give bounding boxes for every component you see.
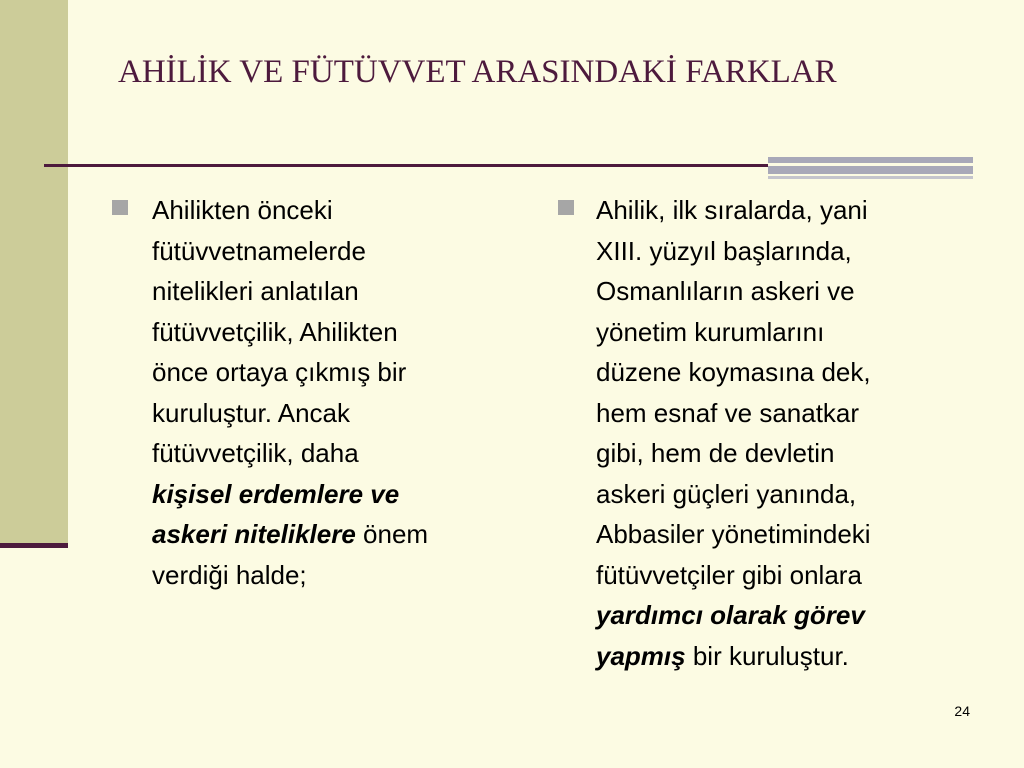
text-line: askeri güçleri yanında, [596,478,857,509]
text-line: hem esnaf ve sanatkar [596,397,860,428]
right-bullet-text [596,190,978,676]
emphasis-text: yapmış [596,640,686,671]
text-line: fütüvvetçilik, Ahilikten [152,316,398,347]
text-line: Osmanlıların askeri ve [596,276,855,306]
left-accent-bar [0,543,68,548]
trailing-text: önem [355,519,429,549]
left-bullet-column [112,190,522,595]
text-line: fütüvvetçiler gibi onlara [596,559,862,590]
text-line: önce ortaya çıkmış bir [152,357,407,387]
emphasis-text: yardımcı olarak görev [596,600,865,630]
text-line: fütüvvetnamelerde [152,235,366,266]
text-line: fütüvvetçilik, daha [152,438,359,468]
text-line: düzene koymasına dek, [596,357,871,387]
text-line [596,636,978,677]
left-decorative-band [0,0,68,543]
text-line: Abbasiler yönetimindeki [596,519,871,549]
text-line: yönetim kurumlarını [596,316,825,347]
text-line: Ahilik, ilk sıralarda, yani [596,195,868,225]
text-line [152,514,522,555]
title-divider-block [768,157,973,179]
text-line: Ahilikten önceki [152,195,333,225]
emphasis-text: kişisel erdemlere ve [152,478,400,509]
title-divider-line [44,164,768,167]
left-bullet-text [152,190,522,595]
square-bullet-icon [112,200,128,215]
square-bullet-icon [558,200,574,215]
text-line: nitelikleri anlatılan [152,276,359,306]
text-line: gibi, hem de devletin [596,438,835,468]
text-line: verdiği halde; [152,559,307,590]
trailing-text: bir kuruluştur. [685,640,849,671]
page-number: 24 [954,703,970,719]
text-line: XIII. yüzyıl başlarında, [596,235,852,266]
right-bullet-column [558,190,978,676]
slide-title: AHİLİK VE FÜTÜVVET ARASINDAKİ FARKLAR [118,54,837,90]
text-line [596,595,978,636]
emphasis-text: askeri niteliklere [152,519,356,549]
text-line: kuruluştur. Ancak [152,397,350,428]
text-line [152,474,522,515]
